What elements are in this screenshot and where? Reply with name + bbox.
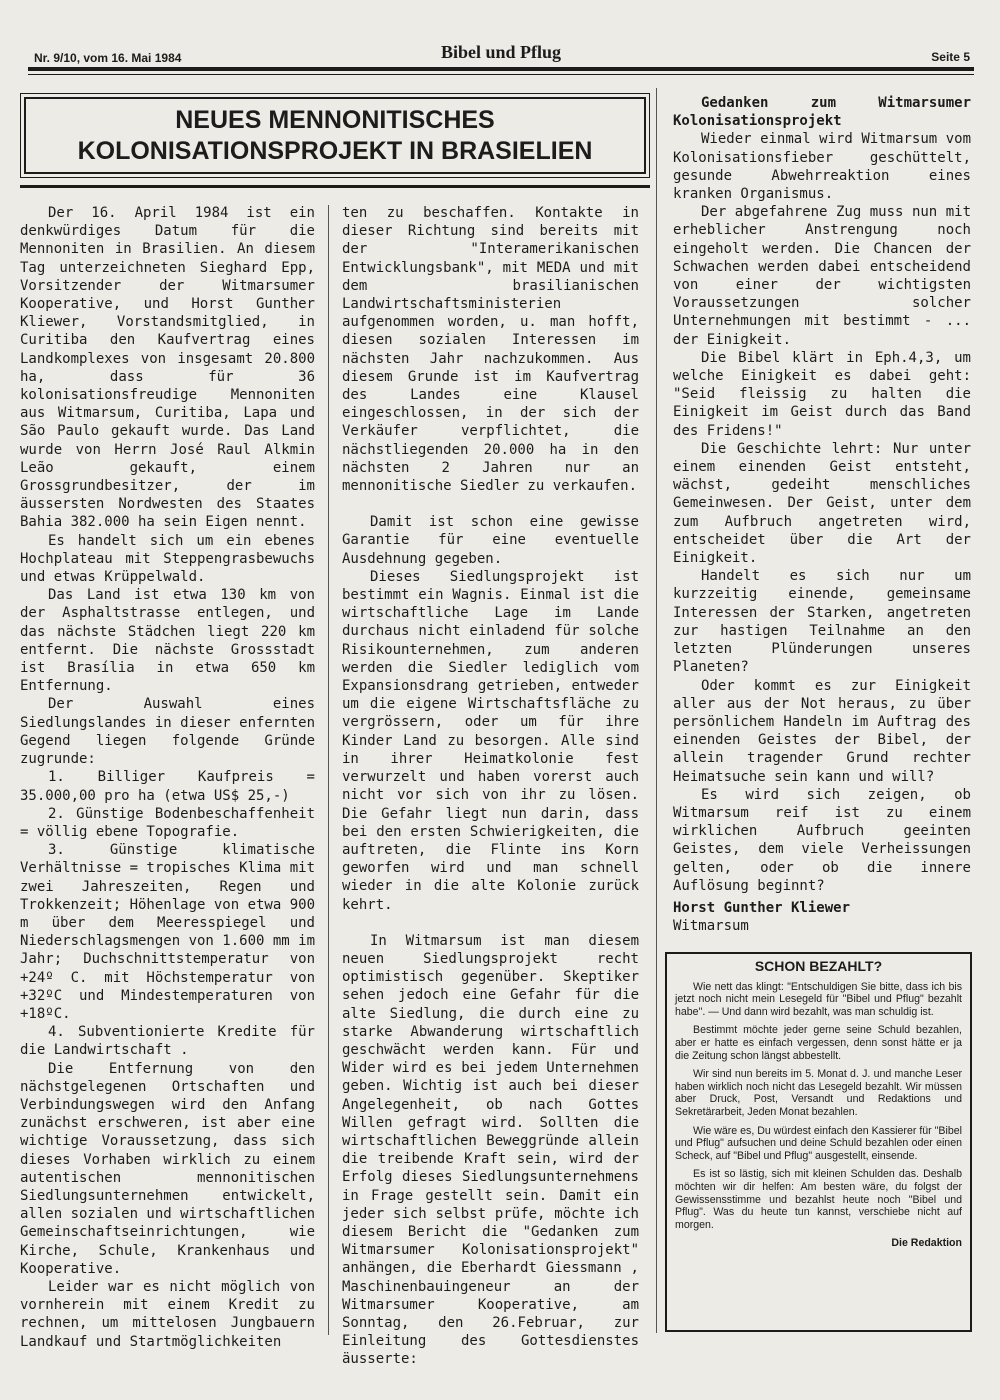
header-rule-thick [28, 67, 974, 71]
list-item: 4. Subventionierte Kredite für die Landwirtschaft . [20, 1024, 315, 1059]
notice-title: SCHON BEZAHLT? [754, 958, 883, 974]
paragraph: Die Entfernung von den nächstgelegenen Ortschaften und Verbindungswegen wird den Anfang zunächst erschweren, ist aber eine wichtige Voraussetzung, dass sich dieses Vorhaben wirklich zu einem autentischen mennonitischen Siedlungsunternehmen entwickelt, allen sozialen und wirtschaftlichen Gemeinschaftseinrichtungen, wie Kirche, Schule, Krankenhaus und Kooperative. [20, 1060, 316, 1277]
list-item: 1. Billiger Kaufpreis = 35.000,00 pro ha (etwa US$ 25,-) [20, 769, 315, 804]
page-number: Seite 5 [931, 50, 970, 64]
article-column-1 [20, 204, 315, 1351]
notice-paragraph: Wir sind nun bereits im 5. Monat d. J. und manche Leser haben wirklich noch nicht das Lesegeld bezahlt. Wir müssen aber Druck, Post, Versandt und Redaktions und Sekretärarbeit, Jeden Monat bezahlen. [675, 1068, 962, 1118]
headline-line-2: KOLONISATIONSPROJEKT IN BRASIELIEN [77, 137, 593, 165]
article-column-2 [342, 204, 639, 1369]
paragraph: In Witmarsum ist man diesem neuen Siedlungsprojekt recht optimistisch gegenüber. Skeptiker sehen jedoch eine Gefahr für die alte Siedlung, die durch eine zu starke Abwanderung wirtschaftlich geschwächt werden kann. Für und Wider wird es bei jedem Unternehmen geben. Wichtig ist auch bei dieser Angelegenheit, ob nach Gottes Willen gefragt wird. Sollten die wirtschaftlichen Beweggründe allein die treibende Kraft sein, wird der Erfolg dieses Siedlungsunternehmens in Frage gestellt sein. Damit ein jeder sich selbst prüfe, möchte ich diesem Bericht die "Gedanken zum Witmarsumer Kolonisationsprojekt" anhängen, die Eberhardt Giessmann , Maschinenbauingeneur an der Witmarsumer Kooperative, am Sonntag, den 26.Februar, zur Einleitung des Gottesdienstes äusserte: [342, 932, 639, 1368]
paragraph: Der Auswahl eines Siedlungslandes in dieser enfernten Gegend liegen folgende Gründe zugrunde: [20, 696, 316, 768]
newspaper-title: Bibel und Pflug [440, 42, 562, 62]
paragraph: Dieses Siedlungsprojekt ist bestimmt ein Wagnis. Einmal ist die wirtschaftliche Lage im Lande durchaus nicht einladend für solche Risikounternehmen, zum anderen werden die Siedler lediglich vom Expansionsdrang getrieben, entweder um die eigene Wirtschaftsfläche zu vergrössern, oder um für ihre Kinder Land zu besorgen. Alle sind in ihrer Heimatkolonie fest verwurzelt und haben vorerst auch nicht vor sich von ihr zu lösen. Die Gefahr liegt nun darin, dass bei den ersten Schwierigkeiten, die auftreten, die Flinte ins Korn geworfen wird und man schnell wieder in die alte Kolonie zurück kehrt. [342, 568, 639, 913]
page-header [30, 40, 972, 68]
issue-info: Nr. 9/10, vom 16. Mai 1984 [34, 51, 182, 65]
author-signature: Horst Gunther Kliewer [673, 899, 851, 916]
headline-rule [20, 185, 650, 188]
notice-paragraph: Bestimmt möchte jeder gerne seine Schuld bezahlen, aber er hatte es einfach vergessen, denn sonst hätte er ja die Zeitung schon längst abbestellt. [675, 1024, 962, 1062]
author-place: Witmarsum [673, 918, 749, 935]
notice-paragraph: Wie nett das klingt: "Entschuldigen Sie bitte, dass ich bis jetzt noch nicht mein Lesegeld für "Bibel und Pflug" bezahlt habe". — Und dann wird bezahlt, was man schuldig ist. [675, 980, 962, 1018]
paragraph: Die Bibel klärt in Eph.4,3, um welche Einigkeit es dabei geht: "Seid fleissig zu halten die Einigkeit im Geist durch das Band des Fridens!" [673, 349, 971, 439]
paragraph: Es handelt sich um ein ebenes Hochplateau mit Steppengrasbewuchs und etwas Krüppelwald. [20, 532, 315, 586]
column-divider-2 [656, 88, 657, 1333]
headline-line-1: NEUES MENNONITISCHES [175, 106, 495, 134]
paragraph: Handelt es sich nur um kurzzeitig einende, gemeinsame Interessen der Starken, angetreten zur hastigen Teilnahme an den letzten Plünderungen unseres Planeten? [673, 568, 971, 676]
payment-notice-box [665, 952, 972, 1332]
paragraph: Oder kommt es zur Einigkeit aller aus der Not heraus, zu über persönlichem Handeln im Auftrag des einenden Geistes der Bibel, der allein tragender Grund rechter Heimatsuche sein kann und will? [673, 677, 971, 785]
paragraph: ten zu beschaffen. Kontakte in dieser Richtung sind bereits mit der "Interamerikanischen Entwicklungsbank", mit MEDA und mit dem brasilianischen Landwirtschaftsministerien aufgenommen worden, u. man hofft, diesen sozialen Interessen im nächsten Jahr nachzukommen. Aus diesem Grunde ist im Kaufvertrag des Landes eine Klausel eingeschlossen, in der sich der Verkäufer verpflichtet, die nächstliegenden 20.000 ha in den nächsten 2 Jahren nur an mennonitische Siedler zu verkaufen. [342, 205, 639, 495]
list-item: 3. Günstige klimatische Verhältnisse = tropisches Klima mit zwei Jahreszeiten, Regen und Trokkenzeit; Höhenlage von etwa 900 m über dem Meeresspiegel und Niederschlagsmengen von 1.600 mm im Jahr; Duchschnittstemperatur von +24º C. mit Höchstemperatur von +32ºC und Mindestemperaturen von +18ºC. [20, 842, 316, 1022]
notice-paragraph: Wie wäre es, Du würdest einfach den Kassierer für "Bibel und Pflug" aufsuchen und deine Schuld bezahlen oder einen Scheck, auf "Bibel und Pflug" ausgestellt, einsende. [675, 1124, 962, 1162]
list-item: 2. Günstige Bodenbeschaffenheit = völlig ebene Topografie. [20, 805, 315, 840]
header-rule-thin [28, 74, 974, 75]
notice-byline: Die Redaktion [891, 1237, 962, 1250]
paragraph: Damit ist schon eine gewisse Garantie für eine eventuelle Ausdehnung gegeben. [342, 514, 639, 567]
notice-paragraph: Es ist so lästig, sich mit kleinen Schulden das. Deshalb möchten wir dir helfen: Am besten wäre, du folgst der Gewissensstimme und bezahlst heute noch "Bibel und Pflug". Was du heute tun kannst, verschiebe nicht auf morgen. [675, 1168, 962, 1231]
column-divider-1 [328, 205, 329, 1335]
paragraph: Der 16. April 1984 ist ein denkwürdiges Datum für die Mennoniten in Brasilien. An diesem Tag unterzeichneten Sieghard Epp, Vorsitzender der Witmarsumer Kooperative, und Horst Gunther Kliewer, Vorstandsmitglied, in Curitiba den Kaufvertrag eines Landkomplexes von insgesamt 20.800 ha, dass für 36 kolonisationsfreudige Mennoniten aus Witmarsum, Curitiba, Lapa und São Paulo gekauft wurde. Das Land wurde von Herrn José Raul Alkmin Leão gekauft, einem Grossgrundbesitzer, der im äussersten Nordwesten des Staates Bahia 382.000 ha sein Eigen nennt. [20, 205, 315, 531]
paragraph: Der abgefahrene Zug muss nun mit erheblicher Anstrengung noch eingeholt werden. Die Chancen der Schwachen werden dabei entscheidend von einer der wichtigsten Voraussetzungen solcher Unternehmungen mit bestimmt - ... der Einigkeit. [673, 204, 971, 348]
article-column-3 [673, 94, 971, 935]
paragraph: Leider war es nicht möglich von vornherein mit einem Kredit zu rechnen, um mittelosen Jungbauern Landkauf und Startmöglichkeiten [20, 1278, 315, 1350]
section-title: Gedanken zum Witmarsumer Kolonisationsprojekt [673, 95, 971, 130]
paragraph: Wieder einmal wird Witmarsum vom Kolonisationsfieber geschüttelt, gesunde Abwehrreaktion eines kranken Organismus. [673, 131, 971, 203]
headline-box [24, 97, 646, 174]
paragraph: Das Land ist etwa 130 km von der Asphaltstrasse entlegen, und das nächste Städchen liegt 220 km entfernt. Die nächste Grossstadt ist Brasília in etwa 650 km Entfernung. [20, 587, 315, 695]
paragraph: Die Geschichte lehrt: Nur unter einem einenden Geist entsteht, wächst, gedeiht menschliches Gemeinwesen. Der Geist, unter dem zum Aufbruch angetreten wird, entscheidet über die Art der Einigkeit. [673, 440, 971, 567]
paragraph: Es wird sich zeigen, ob Witmarsum reif ist zu einem wirklichen Aufbruch geeinten Geistes, dem viele Verheissungen gelten, oder ob die innere Auflösung beginnt? [673, 786, 971, 894]
